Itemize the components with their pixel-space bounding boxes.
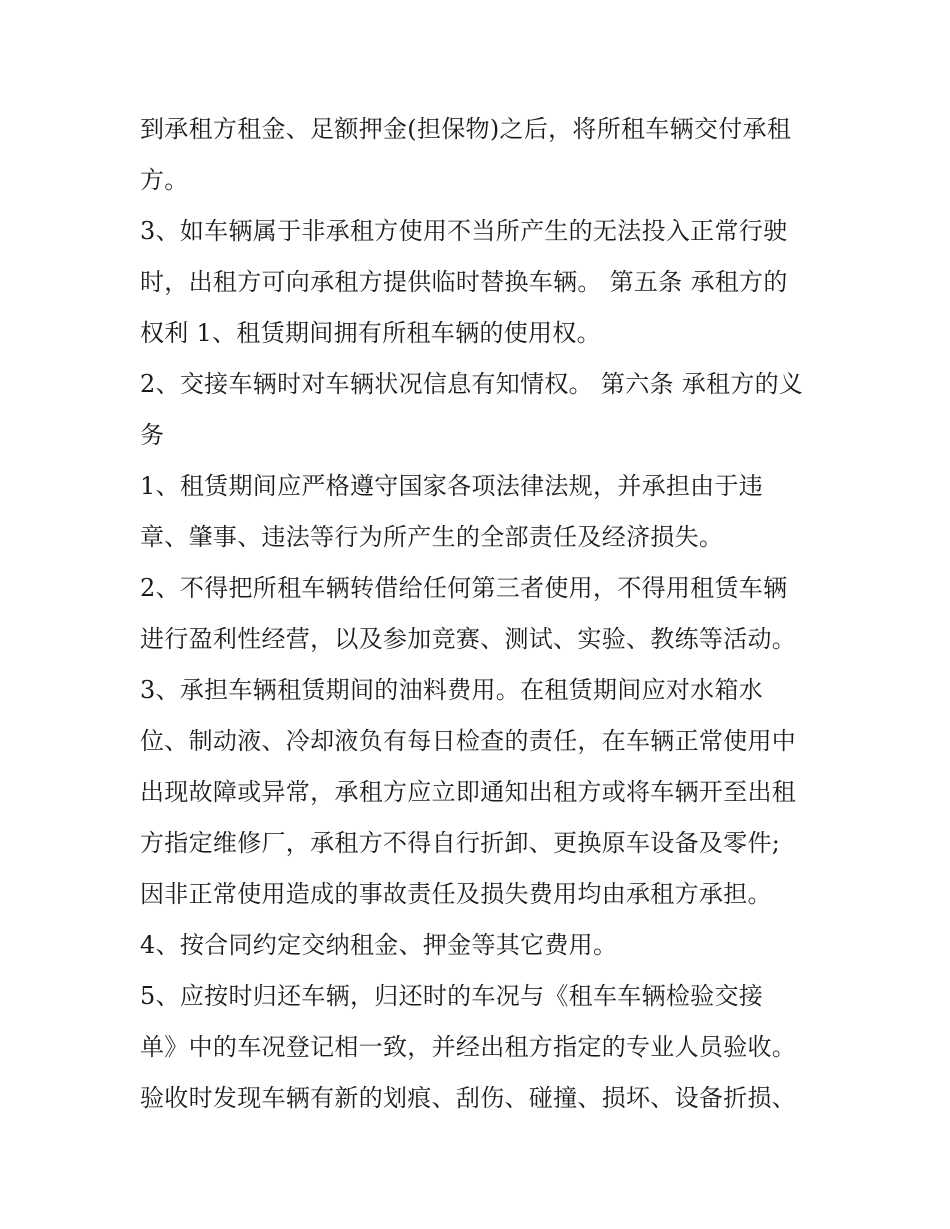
text-line: 方。 xyxy=(140,166,189,194)
text-line: 单》中的车况登记相一致，并经出租方指定的专业人员验收。 xyxy=(140,1033,797,1061)
document-body xyxy=(140,104,830,1124)
text-line: 权利 1、租赁期间拥有所租车辆的使用权。 xyxy=(140,319,601,347)
text-line: 位、制动液、冷却液负有每日检查的责任，在车辆正常使用中 xyxy=(140,727,797,755)
text-line: 3、如车辆属于非承租方使用不当所产生的无法投入正常行驶 xyxy=(140,217,788,245)
text-line: 到承租方租金、足额押金(担保物)之后，将所租车辆交付承租 xyxy=(140,115,792,143)
text-line: 进行盈利性经营，以及参加竞赛、测试、实验、教练等活动。 xyxy=(140,625,797,653)
text-line: 3、承担车辆租赁期间的油料费用。在租赁期间应对水箱水 xyxy=(140,676,764,704)
text-line: 务 xyxy=(140,421,165,449)
text-line: 5、应按时归还车辆，归还时的车况与《租车车辆检验交接 xyxy=(140,982,764,1010)
text-line: 出现故障或异常，承租方应立即通知出租方或将车辆开至出租 xyxy=(140,778,797,806)
text-line: 2、交接车辆时对车辆状况信息有知情权。 第六条 承租方的义 xyxy=(140,370,804,398)
text-line: 章、肇事、违法等行为所产生的全部责任及经济损失。 xyxy=(140,523,724,551)
text-line: 1、租赁期间应严格遵守国家各项法律法规，并承担由于违 xyxy=(140,472,764,500)
text-line: 4、按合同约定交纳租金、押金等其它费用。 xyxy=(140,931,618,959)
text-line: 因非正常使用造成的事故责任及损失费用均由承租方承担。 xyxy=(140,880,772,908)
text-line: 验收时发现车辆有新的划痕、刮伤、碰撞、损坏、设备折损、 xyxy=(140,1084,797,1112)
text-line: 时，出租方可向承租方提供临时替换车辆。 第五条 承租方的 xyxy=(140,268,788,296)
text-line: 2、不得把所租车辆转借给任何第三者使用，不得用租赁车辆 xyxy=(140,574,788,602)
text-line: 方指定维修厂，承租方不得自行折卸、更换原车设备及零件; xyxy=(140,829,781,857)
